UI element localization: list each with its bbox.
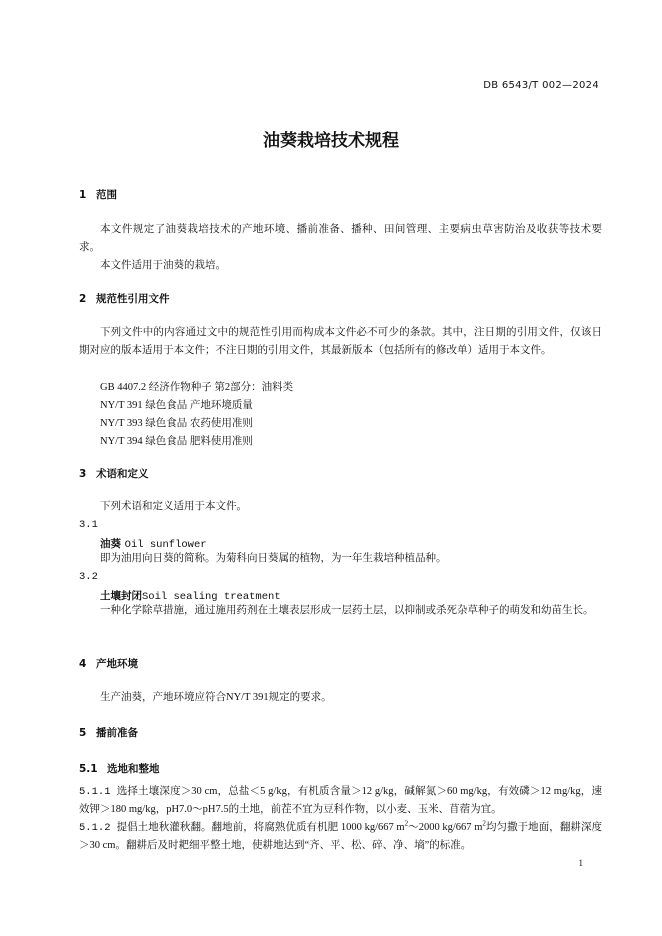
paragraph: 下列文件中的内容通过文中的规范性引用而构成本文件必不可少的条款。其中，注日期的引用文件，仅该日期对应的版本适用于本文件；不注日期的引用文件，其最新版本（包括所有的修改单）适用于本文件。 [79, 327, 602, 356]
section-title: 范围 [96, 189, 117, 201]
section-number: 4 [79, 658, 87, 670]
paragraph: 下列术语和定义适用于本文件。 [100, 501, 247, 512]
paragraph: 本文件适用于油葵的栽培。 [100, 260, 226, 271]
document-title: 油葵栽培技术规程 [263, 131, 399, 151]
term-english: Soil sealing treatment [142, 591, 281, 603]
term-number: 3.1 [79, 519, 98, 531]
paragraph: 本文件规定了油葵栽培技术的产地环境、播前准备、播种、田间管理、主要病虫草害防治及收获等技术要求。 [79, 224, 602, 253]
term-heading [100, 536, 207, 551]
clause-text-part: 提倡土地秋灌秋翻。翻地前，将腐熟优质有机肥 1000 kg/667 m [116, 822, 405, 833]
term-number: 3.2 [79, 571, 98, 583]
section-title: 播前准备 [96, 727, 138, 739]
normative-reference: NY/T 391 绿色食品 产地环境质量 [100, 400, 253, 411]
section-number: 2 [79, 293, 87, 305]
section-heading-1 [79, 187, 117, 202]
clause-text: 选择土壤深度＞30 cm，总盐＜5 g/kg，有机质含量＞12 g/kg，碱解氮＞60 mg/kg，有效磷＞12 mg/kg，速效钾＞180 mg/kg，pH7.0～pH7.5的土地，前茬不宜为豆科作物，以小麦、玉米、苜蓿为宜。 [79, 786, 602, 815]
section-number: 1 [79, 189, 87, 201]
subsection-title: 选地和整地 [107, 763, 160, 775]
clause-text-part: ～2000 kg/667 m [408, 822, 483, 833]
normative-reference: NY/T 394 绿色食品 肥料使用准则 [100, 436, 253, 447]
superscript: 2 [482, 819, 486, 828]
superscript: 2 [404, 819, 409, 828]
clause-5-1-1 [79, 783, 602, 819]
term-heading [100, 588, 281, 603]
standard-number: DB 6543/T 002—2024 [483, 80, 599, 91]
term-chinese: 土壤封闭 [100, 590, 142, 602]
term-english: Oil sunflower [124, 539, 207, 551]
clause-text-part: 均匀撒于地面，翻耕深度＞30 cm。翻耕后及时耙细平整土地，使耕地达到“齐、平、松、碎、净、墒”的标准。 [79, 822, 603, 851]
term-definition: 一种化学除草措施，通过施用药剂在土壤表层形成一层药土层，以抑制或杀死杂草种子的萌发和幼苗生长。 [100, 605, 594, 616]
term-chinese: 油葵 [100, 538, 121, 550]
paragraph: 生产油葵，产地环境应符合NY/T 391规定的要求。 [100, 692, 332, 703]
subsection-number: 5.1 [79, 763, 98, 775]
section-heading-5 [79, 725, 138, 740]
section-title: 术语和定义 [96, 468, 149, 480]
clause-number: 5.1.2 [79, 822, 111, 834]
section-title: 规范性引用文件 [96, 293, 170, 305]
section-heading-4 [79, 656, 138, 671]
section-title: 产地环境 [96, 658, 138, 670]
section-heading-3 [79, 466, 149, 481]
clause-number: 5.1.1 [79, 786, 111, 798]
normative-reference: NY/T 393 绿色食品 农药使用准则 [100, 418, 253, 429]
section-number: 3 [79, 468, 87, 480]
section-heading-2 [79, 291, 170, 306]
normative-reference: GB 4407.2 经济作物种子 第2部分：油料类 [100, 382, 294, 393]
clause-5-1-2 [79, 819, 602, 855]
page-number: 1 [578, 858, 583, 868]
term-definition: 即为油用向日葵的简称。为菊科向日葵属的植物，为一年生栽培种植品种。 [100, 553, 447, 564]
subsection-heading-5-1 [79, 761, 160, 776]
section-number: 5 [79, 727, 87, 739]
